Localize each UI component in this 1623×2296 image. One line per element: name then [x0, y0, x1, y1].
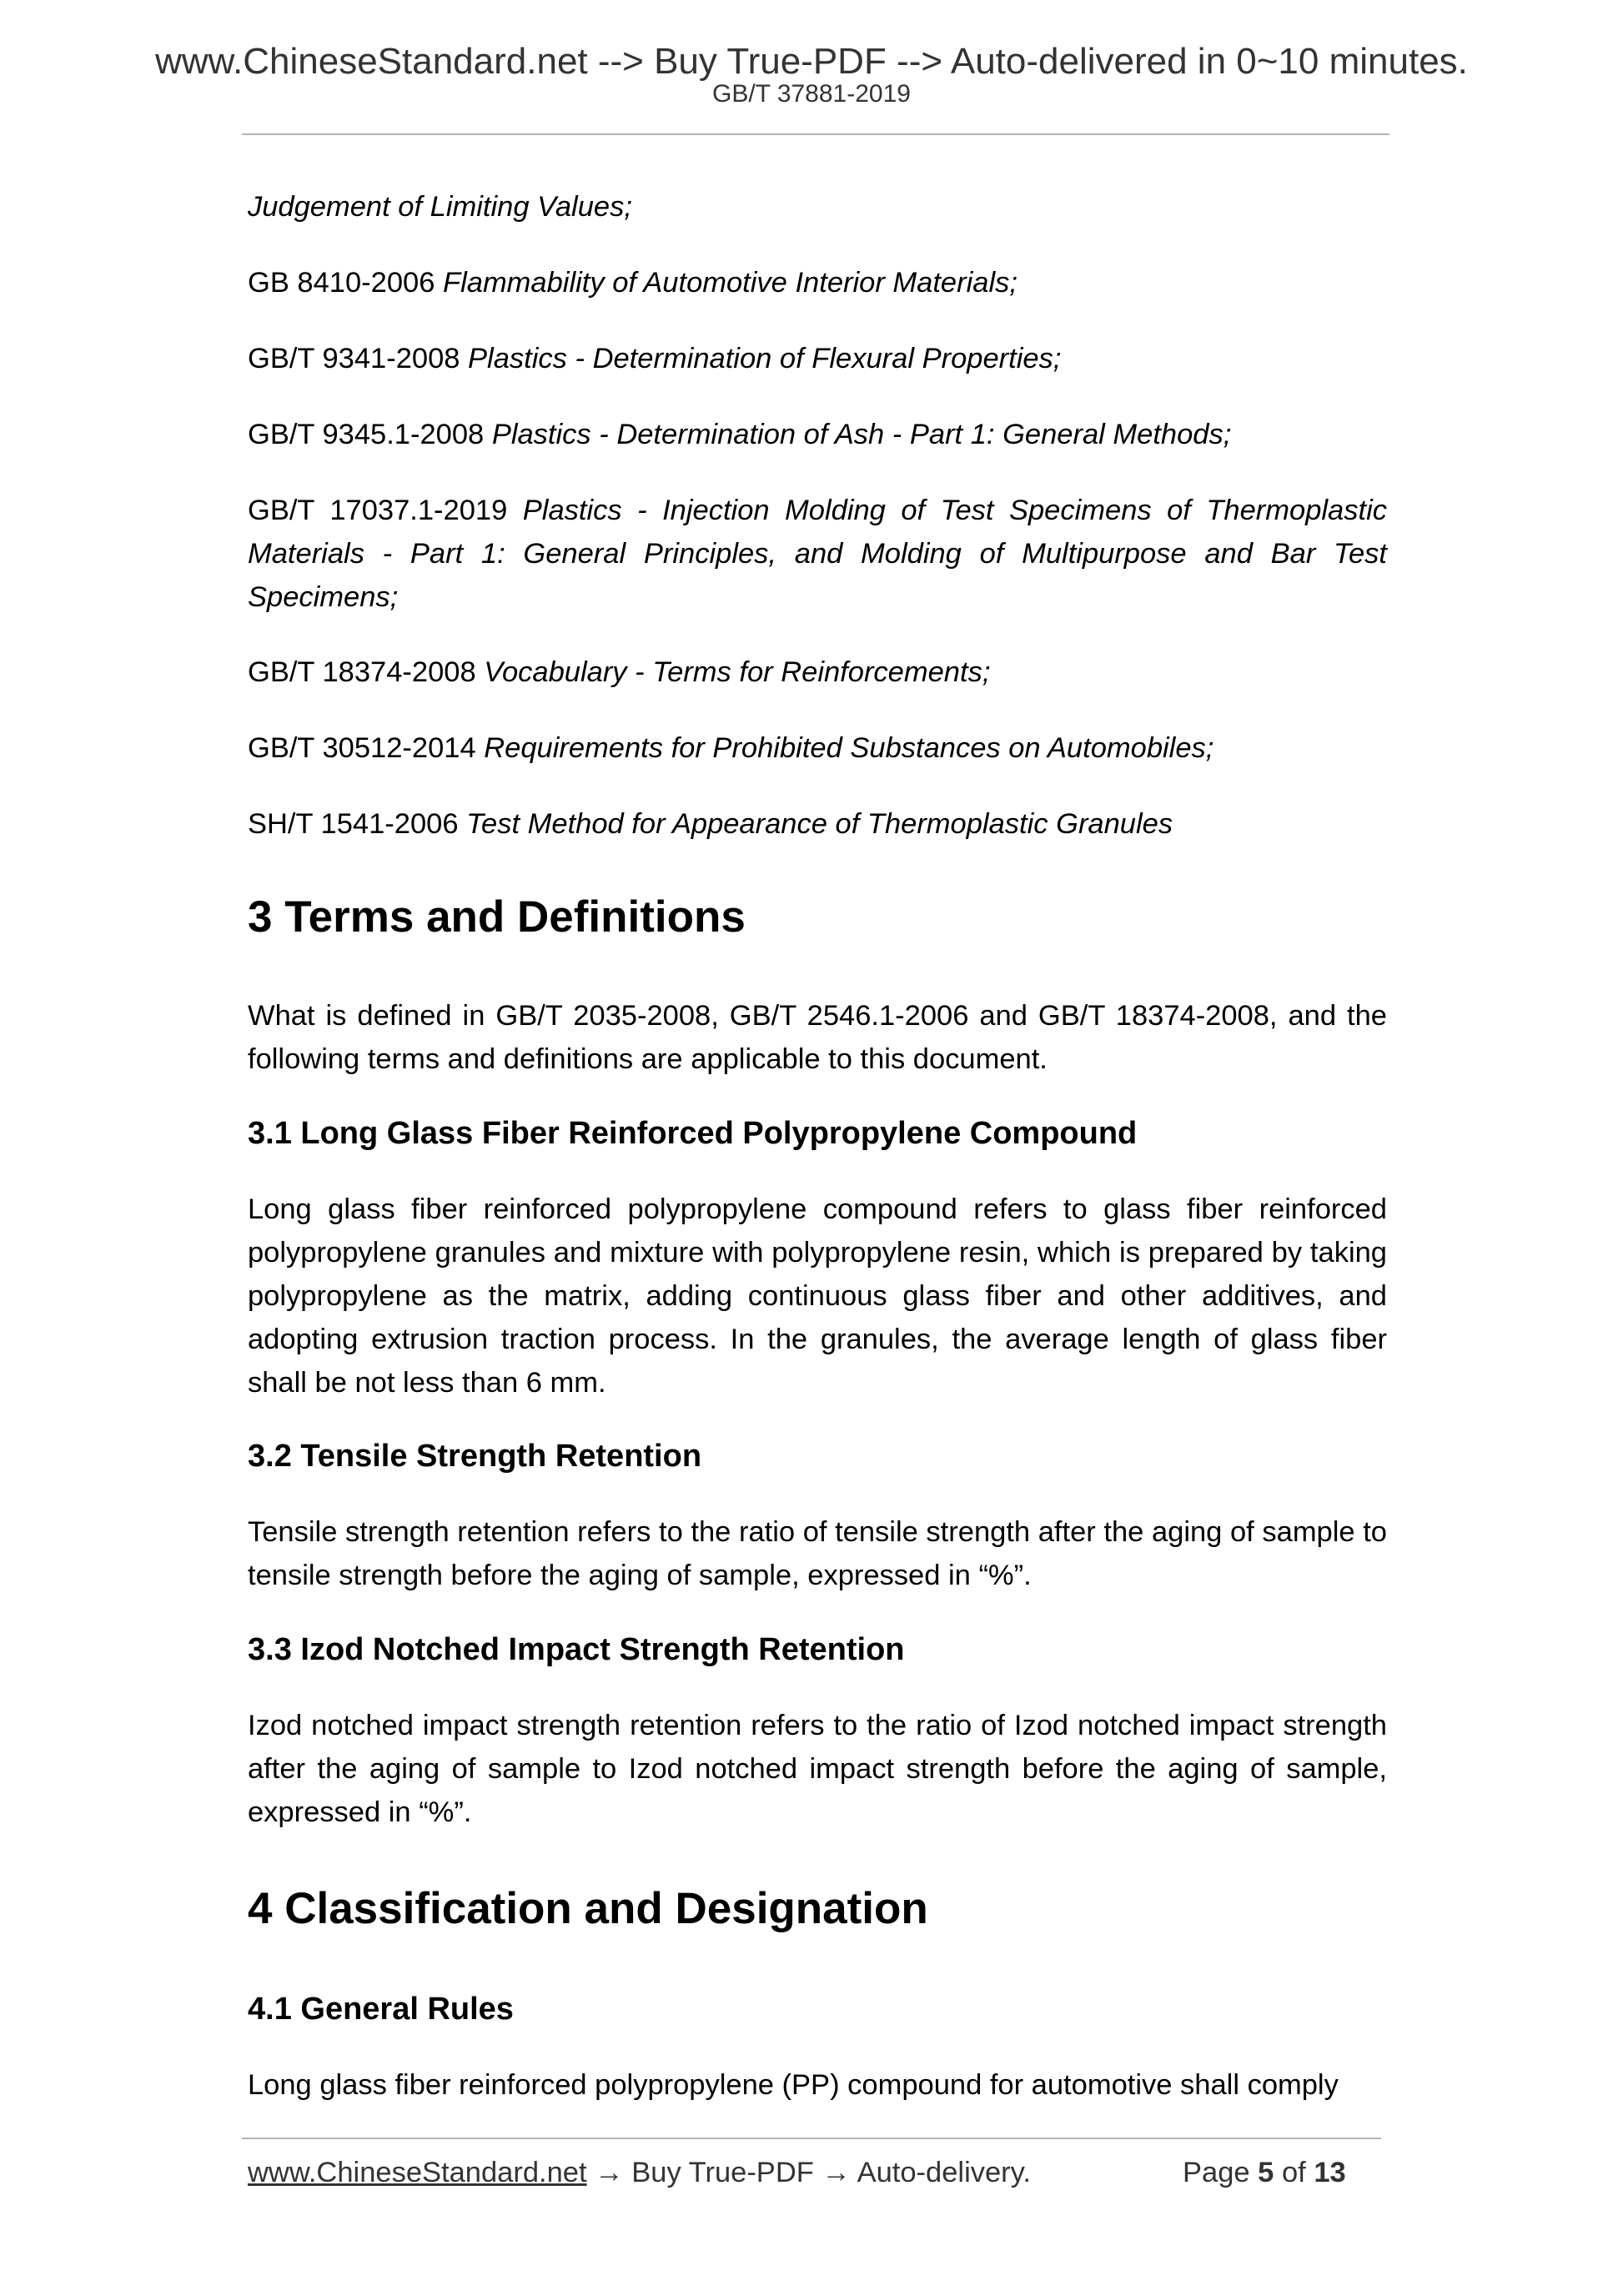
document-id: GB/T 37881-2019	[712, 80, 911, 108]
page-number: 5	[1258, 2157, 1274, 2188]
reference-item: GB/T 9345.1-2008 Plastics - Determination of Ash - Part 1: General Methods;	[248, 419, 1232, 450]
footer-left	[248, 2156, 1031, 2190]
page-indicator: Page 5 of 13	[1183, 2157, 1346, 2188]
reference-item: Judgement of Limiting Values;	[248, 191, 632, 223]
header-divider	[242, 133, 1389, 135]
section-3-3-heading: 3.3 Izod Notched Impact Strength Retention	[248, 1632, 905, 1667]
reference-item: GB/T 17037.1-2019 Plastics - Injection Molding of Test Specimens of Thermoplastic Materials - Part 1: General Principles, and Molding of Multipurpose and Bar Test Specimens;	[248, 495, 1387, 613]
section-3-2-heading: 3.2 Tensile Strength Retention	[248, 1439, 702, 1474]
reference-item: GB/T 30512-2014 Requirements for Prohibited Substances on Automobiles;	[248, 732, 1214, 764]
section-3-2-text: Tensile strength retention refers to the ratio of tensile strength after the aging of sample to tensile strength before the aging of sample, expressed in “%”.	[248, 1516, 1387, 1591]
section-3-1-text: Long glass fiber reinforced polypropylene compound refers to glass fiber reinforced polypropylene granules and mixture with polypropylene resin, which is prepared by taking polypropylene as the matrix, adding continuous glass fiber and other additives, and adopting extrusion traction process. In the granules, the average length of glass fiber shall be not less than 6 mm.	[248, 1193, 1387, 1399]
section-4-1-heading: 4.1 General Rules	[248, 1992, 514, 2027]
footer-tagline: → Buy True-PDF → Auto-delivery.	[586, 2157, 1031, 2188]
reference-item: GB/T 18374-2008 Vocabulary - Terms for Reinforcements;	[248, 656, 991, 688]
footer-site-link[interactable]: www.ChineseStandard.net	[248, 2157, 587, 2188]
reference-item: SH/T 1541-2006 Test Method for Appearance of Thermoplastic Granules	[248, 808, 1173, 840]
section-3-1-heading: 3.1 Long Glass Fiber Reinforced Polypropylene Compound	[248, 1116, 1138, 1151]
section-3-3-text: Izod notched impact strength retention refers to the ratio of Izod notched impact strength after the aging of sample to Izod notched impact strength before the aging of sample, expressed in “%”.	[248, 1710, 1387, 1828]
section-4-heading: 4 Classification and Designation	[248, 1884, 928, 1933]
top-banner[interactable]: www.ChineseStandard.net --> Buy True-PDF --> Auto-delivered in 0~10 minutes.	[155, 41, 1468, 82]
section-3-intro: What is defined in GB/T 2035-2008, GB/T 2546.1-2006 and GB/T 18374-2008, and the following terms and definitions are applicable to this document.	[248, 1000, 1387, 1075]
section-4-1-text: Long glass fiber reinforced polypropylene (PP) compound for automotive shall comply	[248, 2069, 1339, 2101]
footer-divider	[242, 2138, 1381, 2139]
reference-item: GB 8410-2006 Flammability of Automotive Interior Materials;	[248, 267, 1018, 299]
section-3-heading: 3 Terms and Definitions	[248, 892, 746, 942]
reference-item: GB/T 9341-2008 Plastics - Determination of Flexural Properties;	[248, 343, 1062, 374]
page-total: 13	[1314, 2157, 1346, 2188]
